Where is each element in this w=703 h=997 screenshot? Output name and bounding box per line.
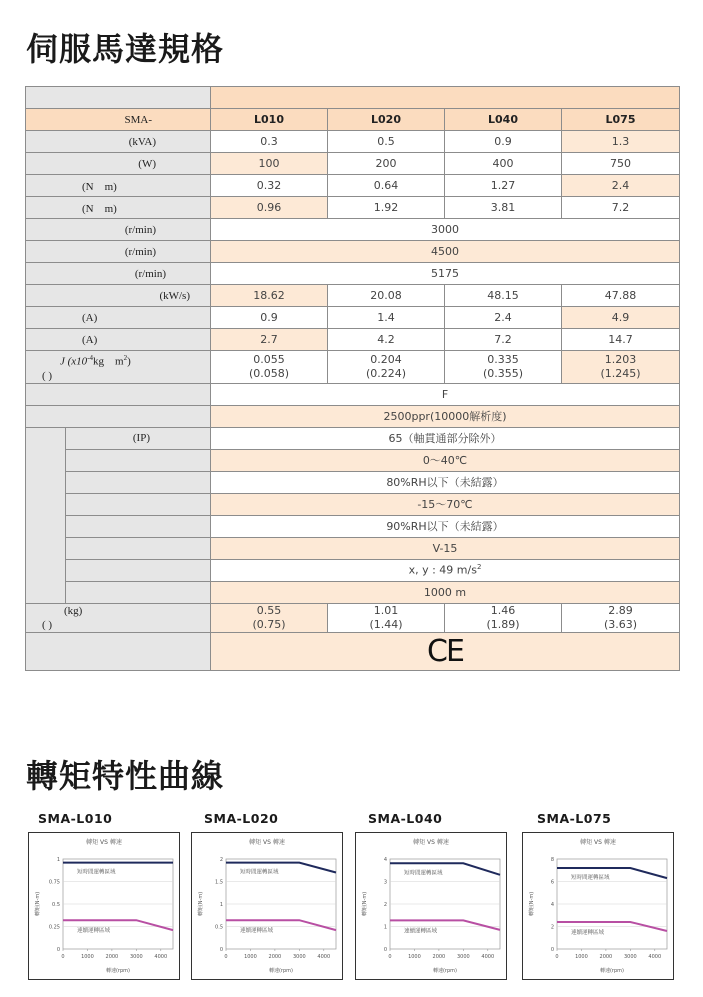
- table-cell: 1.27: [445, 175, 562, 197]
- row-label-hum-st: [66, 515, 211, 537]
- inertia-label-mid: kg m: [93, 355, 124, 368]
- chart-title-l010: SMA-L010: [38, 811, 113, 826]
- row-label-w: (W): [26, 153, 211, 175]
- chart-heading: 轉矩 VS 轉速: [249, 839, 285, 846]
- table-cell: [562, 603, 680, 632]
- table-cell: 400: [445, 153, 562, 175]
- area-label-short-time: 短時間運轉區域: [404, 870, 443, 877]
- x-tick-label: 1000: [81, 954, 94, 960]
- table-cell: 7.2: [562, 197, 680, 219]
- area-label-continuous: 連續運轉區域: [404, 928, 438, 935]
- row-label-a2: (A): [26, 329, 211, 351]
- table-cell: 48.15: [445, 285, 562, 307]
- row-label-kws: (kW/s): [26, 285, 211, 307]
- x-tick-label: 2000: [105, 954, 119, 960]
- x-tick-label: 2000: [432, 954, 446, 960]
- x-tick-label: 1000: [408, 954, 421, 960]
- y-tick-label: 1.5: [215, 879, 223, 886]
- table-row-ce: [26, 632, 680, 670]
- x-tick-label: 4000: [154, 954, 168, 960]
- cell-alt: (0.75): [252, 617, 286, 631]
- table-cell: 1000 m: [211, 581, 680, 603]
- ce-mark: [211, 632, 680, 670]
- x-tick-label: 0: [224, 954, 228, 960]
- table-cell: F: [211, 383, 680, 405]
- y-axis-label: 轉矩(N-m): [362, 891, 368, 917]
- row-label-encoder: [26, 405, 211, 427]
- table-row-inertia: [26, 351, 680, 384]
- inertia-label-line2: ( ): [42, 369, 53, 382]
- cell-alt: (0.224): [365, 366, 407, 380]
- cell-alt: (1.89): [486, 617, 520, 631]
- x-axis-label: 轉速(rpm): [599, 968, 625, 974]
- x-tick-label: 3000: [292, 954, 306, 960]
- table-cell: 3000: [211, 219, 680, 241]
- row-label-rpm2: (r/min): [26, 241, 211, 263]
- y-tick-label: 0.5: [215, 924, 223, 931]
- table-row-weight: [26, 603, 680, 632]
- y-tick-label: 2: [550, 924, 554, 931]
- chart-svg: [523, 833, 672, 978]
- x-tick-label: 0: [388, 954, 392, 960]
- inertia-label-exp2: 2: [123, 354, 128, 362]
- x-tick-label: 3000: [623, 954, 637, 960]
- table-cell: 65（軸貫通部分除外）: [211, 427, 680, 449]
- table-cell: 750: [562, 153, 680, 175]
- cell-main: 0.204: [370, 352, 402, 366]
- table-cell: 2.4: [562, 175, 680, 197]
- chart-svg: [192, 833, 341, 978]
- table-cell: 200: [328, 153, 445, 175]
- table-cell: [328, 351, 445, 384]
- weight-label: (kg): [64, 604, 83, 617]
- table-cell: V-15: [211, 537, 680, 559]
- table-cell: 0.96: [211, 197, 328, 219]
- table-row-rpm3: [26, 263, 680, 285]
- table-row-temp-op: [26, 449, 680, 471]
- cell-main: 1.203: [604, 352, 637, 366]
- inertia-label-pre: J (x10: [60, 355, 88, 368]
- y-tick-label: 0.25: [48, 924, 60, 931]
- table-row-nm2: [26, 197, 680, 219]
- area-label-continuous: 連續運轉區域: [240, 928, 274, 935]
- table-cell: 18.62: [211, 285, 328, 307]
- table-cell: 4.2: [328, 329, 445, 351]
- table-cell: 0.9: [211, 307, 328, 329]
- y-tick-label: 2: [219, 857, 223, 863]
- y-tick-label: 1: [219, 902, 223, 908]
- table-cell: 5175: [211, 263, 680, 285]
- table-row-insulation: [26, 383, 680, 405]
- table-row-encoder: [26, 405, 680, 427]
- table-cell: 90%RH以下（未結露）: [211, 515, 680, 537]
- cell-main: 0.335: [487, 352, 519, 366]
- table-cell: 20.08: [328, 285, 445, 307]
- x-tick-label: 0: [61, 954, 65, 960]
- y-axis-label: 轉矩(N-m): [529, 891, 535, 917]
- table-row-rpm2: [26, 241, 680, 263]
- table-cell: [211, 559, 680, 581]
- y-tick-label: 4: [550, 902, 554, 908]
- x-axis-label: 轉速(rpm): [432, 968, 458, 974]
- x-tick-label: 2000: [599, 954, 613, 960]
- cell-alt: (3.63): [603, 617, 638, 631]
- table-cell: 1.92: [328, 197, 445, 219]
- y-tick-label: 0: [550, 947, 554, 953]
- table-row-kva: [26, 131, 680, 153]
- model-l040: L040: [445, 109, 562, 131]
- y-tick-label: 3: [383, 879, 387, 886]
- y-tick-label: 4: [383, 857, 387, 863]
- table-cell: 14.7: [562, 329, 680, 351]
- table-cell: 0.3: [211, 131, 328, 153]
- x-tick-label: 3000: [456, 954, 470, 960]
- cell-main: 2.89: [608, 603, 633, 617]
- row-label-rpm3: (r/min): [26, 263, 211, 285]
- table-cell: 2.7: [211, 329, 328, 351]
- model-l010: L010: [211, 109, 328, 131]
- chart-heading: 轉矩 VS 轉速: [86, 839, 122, 846]
- table-cell: 0～40℃: [211, 449, 680, 471]
- header-label-cell: [26, 87, 211, 109]
- table-row-a1: [26, 307, 680, 329]
- row-label-temp-op: [66, 449, 211, 471]
- table-cell: 3.81: [445, 197, 562, 219]
- chart-title-l075: SMA-L075: [537, 811, 612, 826]
- cell-main: 0.55: [256, 603, 282, 617]
- table-row-w: [26, 153, 680, 175]
- table-row-shock: [26, 559, 680, 581]
- area-label-continuous: 連續運轉區域: [571, 930, 605, 936]
- row-label-nm1: (N m): [26, 175, 211, 197]
- table-row-kws: [26, 285, 680, 307]
- table-cell: [211, 351, 328, 384]
- table-cell: [445, 351, 562, 384]
- table-cell: 0.32: [211, 175, 328, 197]
- area-label-continuous: 連續運轉區域: [77, 928, 111, 935]
- chart-svg: [29, 833, 178, 978]
- area-label-short-time: 短時間運轉區域: [240, 869, 279, 876]
- table-cell: 100: [211, 153, 328, 175]
- row-label-inertia: [26, 351, 211, 384]
- cell-main: 1.01: [373, 603, 399, 617]
- shock-value: x, y : 49 m/s: [408, 563, 477, 577]
- table-cell: 0.5: [328, 131, 445, 153]
- table-row-ip: [26, 427, 680, 449]
- model-l020: L020: [328, 109, 445, 131]
- header-band: [211, 87, 680, 109]
- environment-group-label: [26, 427, 66, 603]
- table-cell: [328, 603, 445, 632]
- table-cell: 2500ppr(10000解析度): [211, 405, 680, 427]
- x-axis-label: 轉速(rpm): [105, 968, 131, 974]
- torque-chart-l020: [191, 832, 343, 980]
- chart-heading: 轉矩 VS 轉速: [413, 839, 449, 846]
- y-tick-label: 1: [56, 857, 60, 863]
- row-label-a1: (A): [26, 307, 211, 329]
- table-cell: 80%RH以下（未結露）: [211, 471, 680, 493]
- torque-chart-l010: [28, 832, 180, 980]
- row-label-shock: [66, 559, 211, 581]
- x-tick-label: 4000: [317, 954, 331, 960]
- inertia-label-exp: -4: [87, 354, 94, 362]
- y-tick-label: 0.75: [48, 879, 60, 886]
- y-tick-label: 2: [383, 902, 387, 908]
- row-label-insulation: [26, 383, 211, 405]
- row-label-hum-op: [66, 471, 211, 493]
- row-label-ce: [26, 632, 211, 670]
- table-row-nm1: [26, 175, 680, 197]
- y-tick-label: 0: [219, 947, 223, 953]
- y-tick-label: 0.5: [52, 902, 60, 908]
- cell-main: 0.055: [253, 352, 285, 366]
- table-cell: 2.4: [445, 307, 562, 329]
- x-tick-label: 1000: [244, 954, 257, 960]
- row-label-weight: [26, 603, 211, 632]
- y-tick-label: 6: [550, 879, 554, 886]
- table-cell: 1.4: [328, 307, 445, 329]
- y-tick-label: 1: [383, 924, 387, 931]
- row-label-temp-st: [66, 493, 211, 515]
- x-tick-label: 4000: [648, 954, 662, 960]
- area-label-short-time: 短時間運轉區域: [571, 875, 610, 881]
- row-label-vib: [66, 537, 211, 559]
- cell-alt: (0.058): [248, 366, 290, 380]
- ce-logo: CE: [427, 633, 463, 669]
- table-cell: 47.88: [562, 285, 680, 307]
- table-cell: [445, 603, 562, 632]
- table-cell: 4.9: [562, 307, 680, 329]
- table-cell: [211, 603, 328, 632]
- cell-main: 1.46: [490, 603, 516, 617]
- chart-svg: [356, 833, 505, 978]
- table-row-temp-st: [26, 493, 680, 515]
- y-axis-label: 轉矩(N-m): [35, 891, 41, 917]
- table-row-a2: [26, 329, 680, 351]
- table-cell: -15～70℃: [211, 493, 680, 515]
- cell-alt: (0.355): [482, 366, 524, 380]
- chart-title-l040: SMA-L040: [368, 811, 443, 826]
- x-tick-label: 2000: [268, 954, 282, 960]
- table-cell: 1.3: [562, 131, 680, 153]
- cell-alt: (1.44): [369, 617, 403, 631]
- table-row-hum-st: [26, 515, 680, 537]
- x-tick-label: 1000: [575, 954, 588, 960]
- table-row-rpm1: [26, 219, 680, 241]
- y-tick-label: 0: [383, 947, 387, 953]
- chart-heading: 轉矩 VS 轉速: [580, 839, 616, 846]
- page-title-specs: 伺服馬達規格: [26, 30, 225, 68]
- weight-label-line2: ( ): [42, 618, 53, 631]
- row-label-nm2: (N m): [26, 197, 211, 219]
- table-cell: 7.2: [445, 329, 562, 351]
- y-tick-label: 8: [550, 857, 554, 863]
- table-row-model: [26, 109, 680, 131]
- row-label-kva: (kVA): [26, 131, 211, 153]
- chart-title-l020: SMA-L020: [204, 811, 279, 826]
- row-label-rpm1: (r/min): [26, 219, 211, 241]
- x-tick-label: 4000: [481, 954, 495, 960]
- page-title-curves: 轉矩特性曲線: [26, 757, 225, 795]
- table-row-vib: [26, 537, 680, 559]
- table-cell: 0.64: [328, 175, 445, 197]
- table-header-row: [26, 87, 680, 109]
- model-prefix-label: SMA-: [26, 109, 211, 131]
- area-label-short-time: 短時間運轉區域: [77, 869, 116, 876]
- y-axis-label: 轉矩(N-m): [198, 891, 204, 917]
- row-label-ip: (IP): [66, 427, 211, 449]
- table-cell: [562, 351, 680, 384]
- x-tick-label: 0: [555, 954, 559, 960]
- model-l075: L075: [562, 109, 680, 131]
- x-axis-label: 轉速(rpm): [268, 968, 294, 974]
- table-row-hum-op: [26, 471, 680, 493]
- torque-chart-l040: [355, 832, 507, 980]
- torque-chart-l075: [522, 832, 674, 980]
- x-tick-label: 3000: [129, 954, 143, 960]
- shock-exp: 2: [476, 563, 482, 572]
- y-tick-label: 0: [56, 947, 60, 953]
- row-label-altitude: [66, 581, 211, 603]
- cell-alt: (1.245): [600, 366, 641, 380]
- spec-table: [25, 86, 680, 671]
- table-cell: 4500: [211, 241, 680, 263]
- table-cell: 0.9: [445, 131, 562, 153]
- table-row-altitude: [26, 581, 680, 603]
- inertia-label-post: ): [127, 355, 131, 368]
